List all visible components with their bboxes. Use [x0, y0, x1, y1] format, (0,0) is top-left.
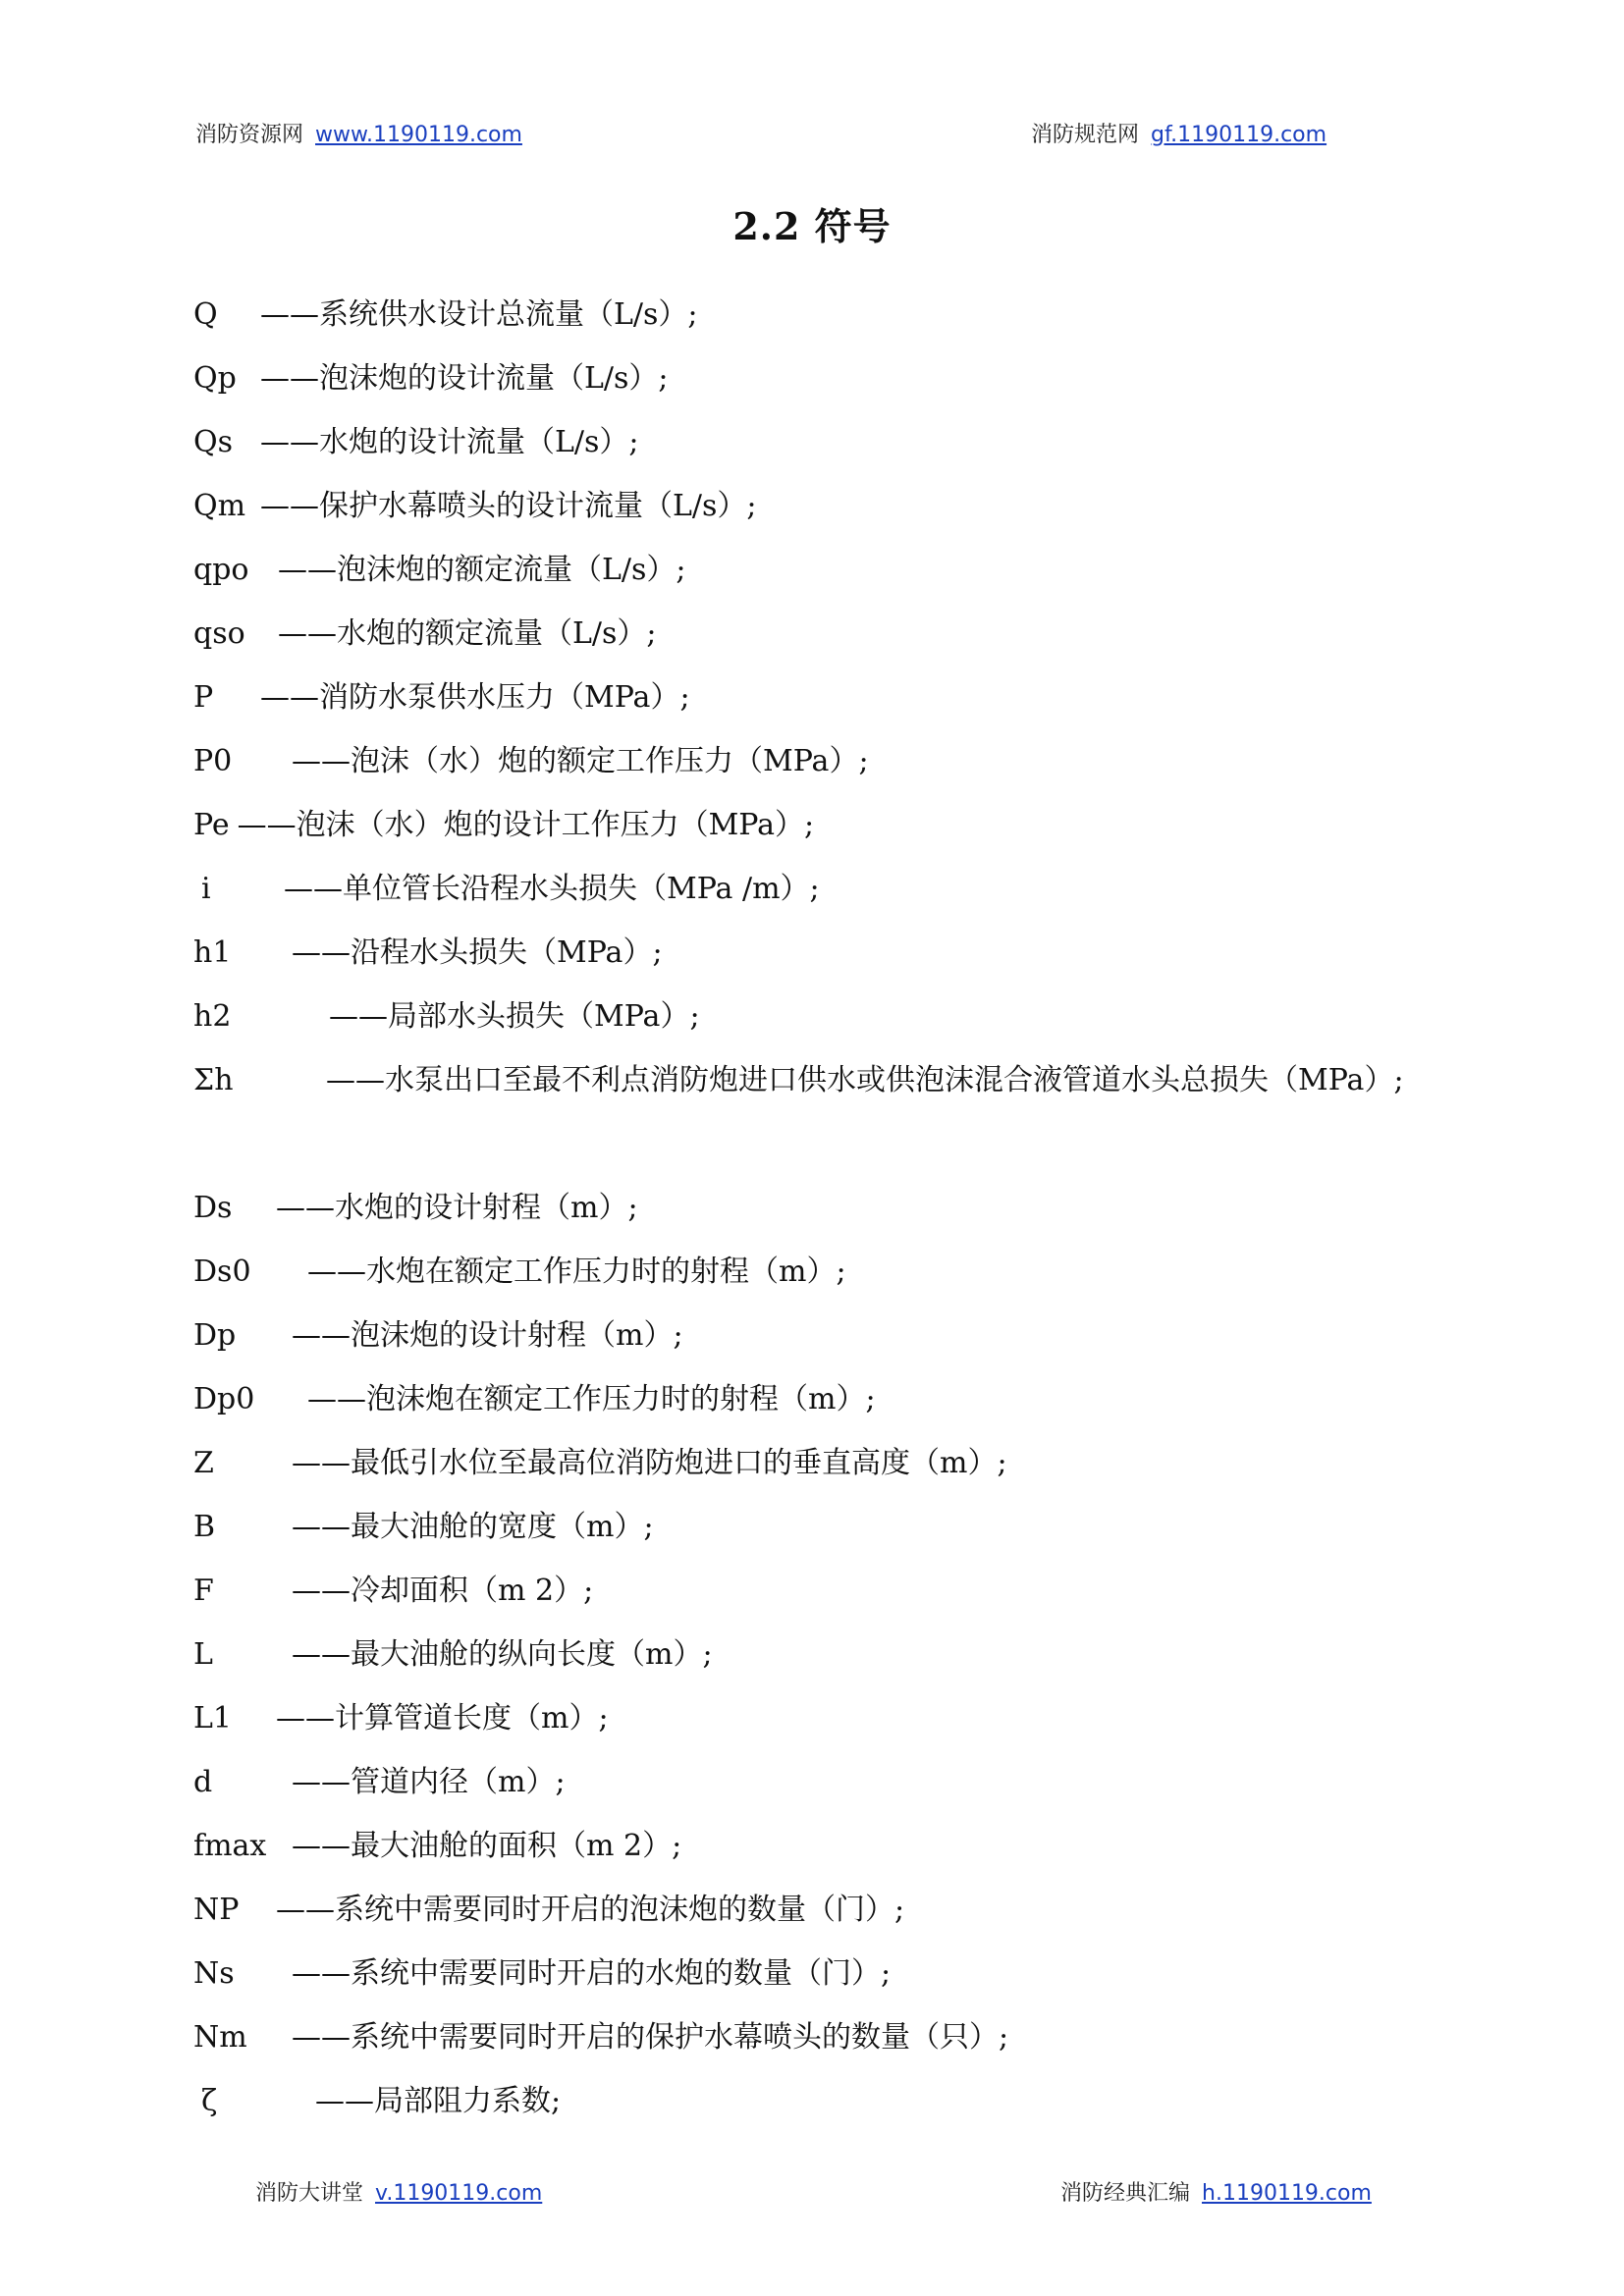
symbol-row [193, 1240, 1450, 1304]
symbol-list [193, 283, 1450, 2133]
symbol-definition: ——系统供水设计总流量（L/s）; [260, 297, 698, 332]
symbol-definition: ——泡沫（水）炮的设计工作压力（MPa）; [237, 808, 815, 842]
symbol-term: Nm [193, 2020, 247, 2055]
symbol-definition: ——管道内径（m）; [292, 1765, 566, 1799]
header-left [195, 118, 522, 148]
symbol-definition: ——水炮的额定流量（L/s）; [278, 616, 657, 651]
symbol-definition: ——系统中需要同时开启的保护水幕喷头的数量（只）; [292, 2020, 1009, 2055]
symbol-term: h1 [193, 935, 232, 970]
symbol-row [193, 1048, 1450, 1176]
symbol-definition: ——系统中需要同时开启的水炮的数量（门）; [292, 1956, 892, 1991]
symbol-definition: ——保护水幕喷头的设计流量（L/s）; [260, 489, 757, 523]
footer-left-link[interactable]: v.1190119.com [375, 2181, 543, 2206]
header-left-label: 消防资源网 [195, 123, 304, 147]
symbol-term: fmax [193, 1829, 267, 1863]
symbol-definition: ——泡沫炮的设计射程（m）; [292, 1318, 683, 1353]
symbol-row [193, 793, 1450, 857]
symbol-definition: ——沿程水头损失（MPa）; [292, 935, 663, 970]
symbol-term: F [193, 1574, 214, 1608]
symbol-row [193, 2069, 1450, 2133]
symbol-definition: ——单位管长沿程水头损失（MPa /m）; [284, 872, 820, 906]
symbol-term: Q [193, 297, 218, 332]
symbol-definition: ——泡沫（水）炮的额定工作压力（MPa）; [292, 744, 869, 778]
header-right-link[interactable]: gf.1190119.com [1151, 123, 1327, 147]
symbol-definition: ——水炮在额定工作压力时的射程（m）; [307, 1255, 846, 1289]
symbol-term: d [193, 1765, 213, 1799]
symbol-row [193, 538, 1450, 602]
symbol-definition: ——最大油舱的面积（m 2）; [292, 1829, 682, 1863]
symbol-row [193, 729, 1450, 793]
symbol-definition: ——最大油舱的纵向长度（m）; [292, 1637, 713, 1672]
symbol-row [193, 1686, 1450, 1750]
symbol-row [193, 1878, 1450, 1942]
symbol-row [193, 1814, 1450, 1878]
section-title: 2.2 符号 [732, 204, 892, 248]
symbol-term: B [193, 1510, 216, 1544]
symbol-term: Qp [193, 361, 237, 396]
symbol-row [193, 2005, 1450, 2069]
symbol-row [193, 474, 1450, 538]
symbol-term: NP [193, 1893, 240, 1927]
symbol-definition: ——最低引水位至最高位消防炮进口的垂直高度（m）; [292, 1446, 1007, 1480]
symbol-definition: ——泡沫炮的额定流量（L/s）; [278, 553, 686, 587]
symbol-term: i [201, 872, 211, 906]
symbol-term: Ds [193, 1191, 233, 1225]
symbol-row [193, 283, 1450, 347]
symbol-row [193, 857, 1450, 921]
symbol-definition: ——水炮的设计射程（m）; [276, 1191, 638, 1225]
symbol-row [193, 1431, 1450, 1495]
symbol-definition: ——系统中需要同时开启的泡沫炮的数量（门）; [276, 1893, 905, 1927]
symbol-term: Z [193, 1446, 214, 1480]
symbol-definition: ——冷却面积（m 2）; [292, 1574, 594, 1608]
symbol-definition: ——水炮的设计流量（L/s）; [260, 425, 639, 459]
symbol-term: qpo [193, 553, 249, 587]
symbol-definition: ——泡沫炮在额定工作压力时的射程（m）; [307, 1382, 876, 1416]
symbol-definition: ——最大油舱的宽度（m）; [292, 1510, 654, 1544]
symbol-term: L1 [193, 1701, 233, 1735]
symbol-row [193, 1495, 1450, 1559]
symbol-definition: ——局部阻力系数; [315, 2084, 562, 2118]
symbol-term: qso [193, 616, 245, 651]
symbol-term: Qm [193, 489, 246, 523]
symbol-row [193, 1623, 1450, 1686]
symbol-row [193, 1367, 1450, 1431]
symbol-term: Dp0 [193, 1382, 255, 1416]
symbol-row [193, 985, 1450, 1048]
header-left-link[interactable]: www.1190119.com [315, 123, 522, 147]
symbol-row [193, 347, 1450, 410]
symbol-term: P [193, 680, 214, 715]
footer-left [255, 2176, 542, 2207]
symbol-definition: ——水泵出口至最不利点消防炮进口供水或供泡沫混合液管道水头总损失（MPa）; [326, 1063, 1404, 1097]
symbol-row [193, 410, 1450, 474]
symbol-row [193, 1176, 1450, 1240]
symbol-term: Ns [193, 1956, 235, 1991]
symbol-term: Qs [193, 425, 233, 459]
footer-right-link[interactable]: h.1190119.com [1202, 2181, 1372, 2206]
symbol-term: ζ [201, 2084, 218, 2118]
symbol-term: Pe [193, 808, 230, 842]
symbol-definition: ——泡沫炮的设计流量（L/s）; [260, 361, 669, 396]
symbol-term: Ds0 [193, 1255, 251, 1289]
footer-right [1060, 2176, 1372, 2207]
symbol-row [193, 921, 1450, 985]
symbol-term: Σh [193, 1063, 234, 1097]
symbol-row [193, 1304, 1450, 1367]
symbol-term: L [193, 1637, 213, 1672]
symbol-term: h2 [193, 999, 232, 1034]
symbol-definition: ——消防水泵供水压力（MPa）; [260, 680, 690, 715]
symbol-term: Dp [193, 1318, 237, 1353]
symbol-term: P0 [193, 744, 233, 778]
header-right-label: 消防规范网 [1031, 123, 1140, 147]
symbol-row [193, 1942, 1450, 2005]
symbol-row [193, 1750, 1450, 1814]
footer-left-label: 消防大讲堂 [255, 2181, 364, 2206]
symbol-row [193, 666, 1450, 729]
header-right [1031, 118, 1326, 148]
symbol-definition: ——计算管道长度（m）; [276, 1701, 609, 1735]
footer-right-label: 消防经典汇编 [1060, 2181, 1191, 2206]
symbol-definition: ——局部水头损失（MPa）; [329, 999, 700, 1034]
symbol-row [193, 1559, 1450, 1623]
symbol-row [193, 602, 1450, 666]
